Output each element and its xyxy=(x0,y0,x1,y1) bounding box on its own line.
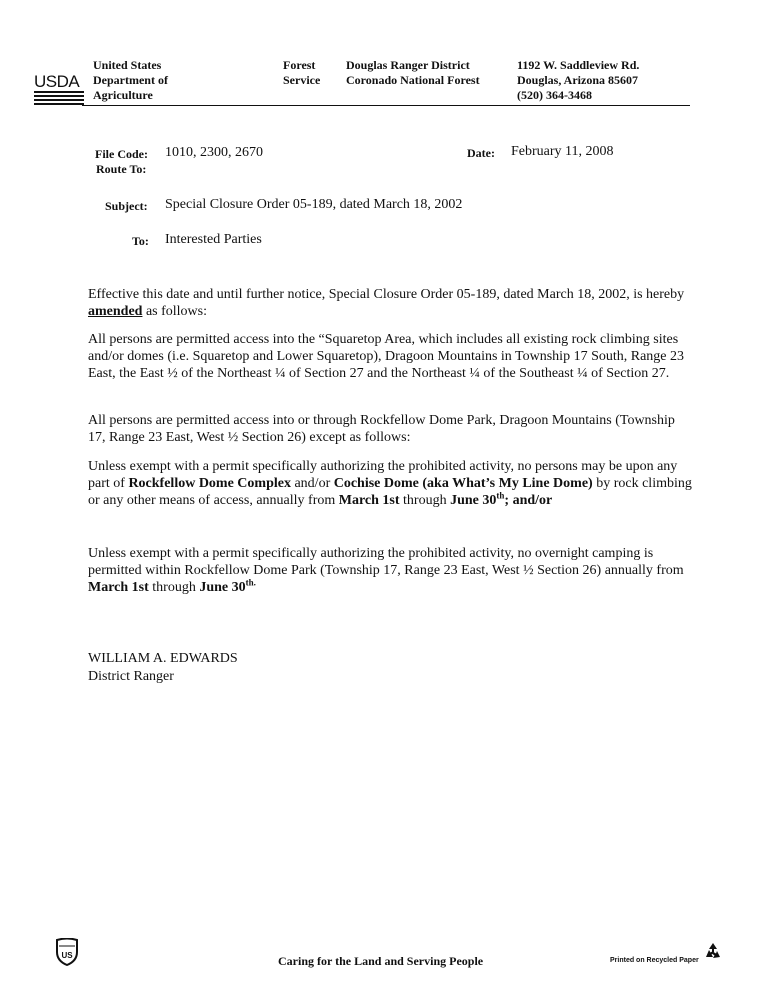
address-line: 1192 W. Saddleview Rd. xyxy=(517,58,640,72)
district-line: Coronado National Forest xyxy=(346,73,480,87)
subject-label: Subject: xyxy=(105,199,148,213)
usda-logo-stripes-icon xyxy=(34,91,84,105)
usda-logo: USDA xyxy=(34,72,80,91)
paragraph-effective: Effective this date and until further notice, Special Closure Order 05-189, dated March 18, 2002, is hereby amended as follows: xyxy=(88,287,685,319)
paragraph-climbing-closure: Unless exempt with a permit specifically authorizing the prohibited activity, no persons may be upon any part of Rockfellow Dome Complex and/or Cochise Dome (aka What’s My Line Dome) by rock climbing or any other means of access, annually from March 1st through June 30th; and/or xyxy=(88,459,692,508)
footer-motto: Caring for the Land and Serving People xyxy=(278,954,484,968)
recycled-paper-note: Printed on Recycled Paper xyxy=(610,957,699,964)
signer-title: District Ranger xyxy=(88,669,174,684)
to-label: To: xyxy=(132,234,149,248)
shield-text: US xyxy=(61,951,73,960)
service-name xyxy=(283,58,320,88)
route-to-label: Route To: xyxy=(96,162,147,176)
address-line: Douglas, Arizona 85607 xyxy=(517,73,639,87)
subject-value: Special Closure Order 05-189, dated March 18, 2002 xyxy=(165,197,463,212)
to-value: Interested Parties xyxy=(165,232,262,247)
service-line: Service xyxy=(283,73,321,87)
paragraph-camping-closure: Unless exempt with a permit specifically authorizing the prohibited activity, no overnight camping is permitted within Rockfellow Dome Park (Township 17, Range 23 East, West ½ Section 26) annually from March 1st through June $30^{th.}$ xyxy=(88,546,684,595)
signer-name: WILLIAM A. EDWARDS xyxy=(88,651,238,666)
paragraph-squaretop: All persons are permitted access into the “Squaretop Area, which includes all existing rock climbing sites and/or domes (i.e. Squaretop and Lower Squaretop), Dragoon Mountains in Township 17 South, Range 23 East, the East ½ of the Northeast ¼ of Section 27 and the Northeast ¼ of the Southeast ¼ of Section 27. xyxy=(88,332,685,381)
date-value: February 11, 2008 xyxy=(511,144,614,159)
file-code-label: File Code: xyxy=(95,147,148,161)
agency-line: Department of xyxy=(93,73,168,87)
agency-line: Agriculture xyxy=(93,88,153,102)
district-line: Douglas Ranger District xyxy=(346,58,470,72)
amended-emphasis: amended xyxy=(88,304,143,319)
agency-line: United States xyxy=(93,58,162,72)
forest-service-shield-icon xyxy=(55,938,79,966)
paragraph-rockfellow: All persons are permitted access into or through Rockfellow Dome Park, Dragoon Mountains (Township 17, Range 23 East, West ½ Section 26) except as follows: xyxy=(88,413,675,445)
service-line: Forest xyxy=(283,58,316,72)
recycle-icon xyxy=(703,941,723,961)
header-rule xyxy=(82,105,690,106)
address-line: (520) 364-3468 xyxy=(517,88,592,102)
agency-name xyxy=(93,58,168,103)
date-label: Date: xyxy=(467,146,495,160)
office-address xyxy=(517,58,639,103)
district-name xyxy=(346,58,480,88)
file-code-value: 1010, 2300, 2670 xyxy=(165,145,263,160)
